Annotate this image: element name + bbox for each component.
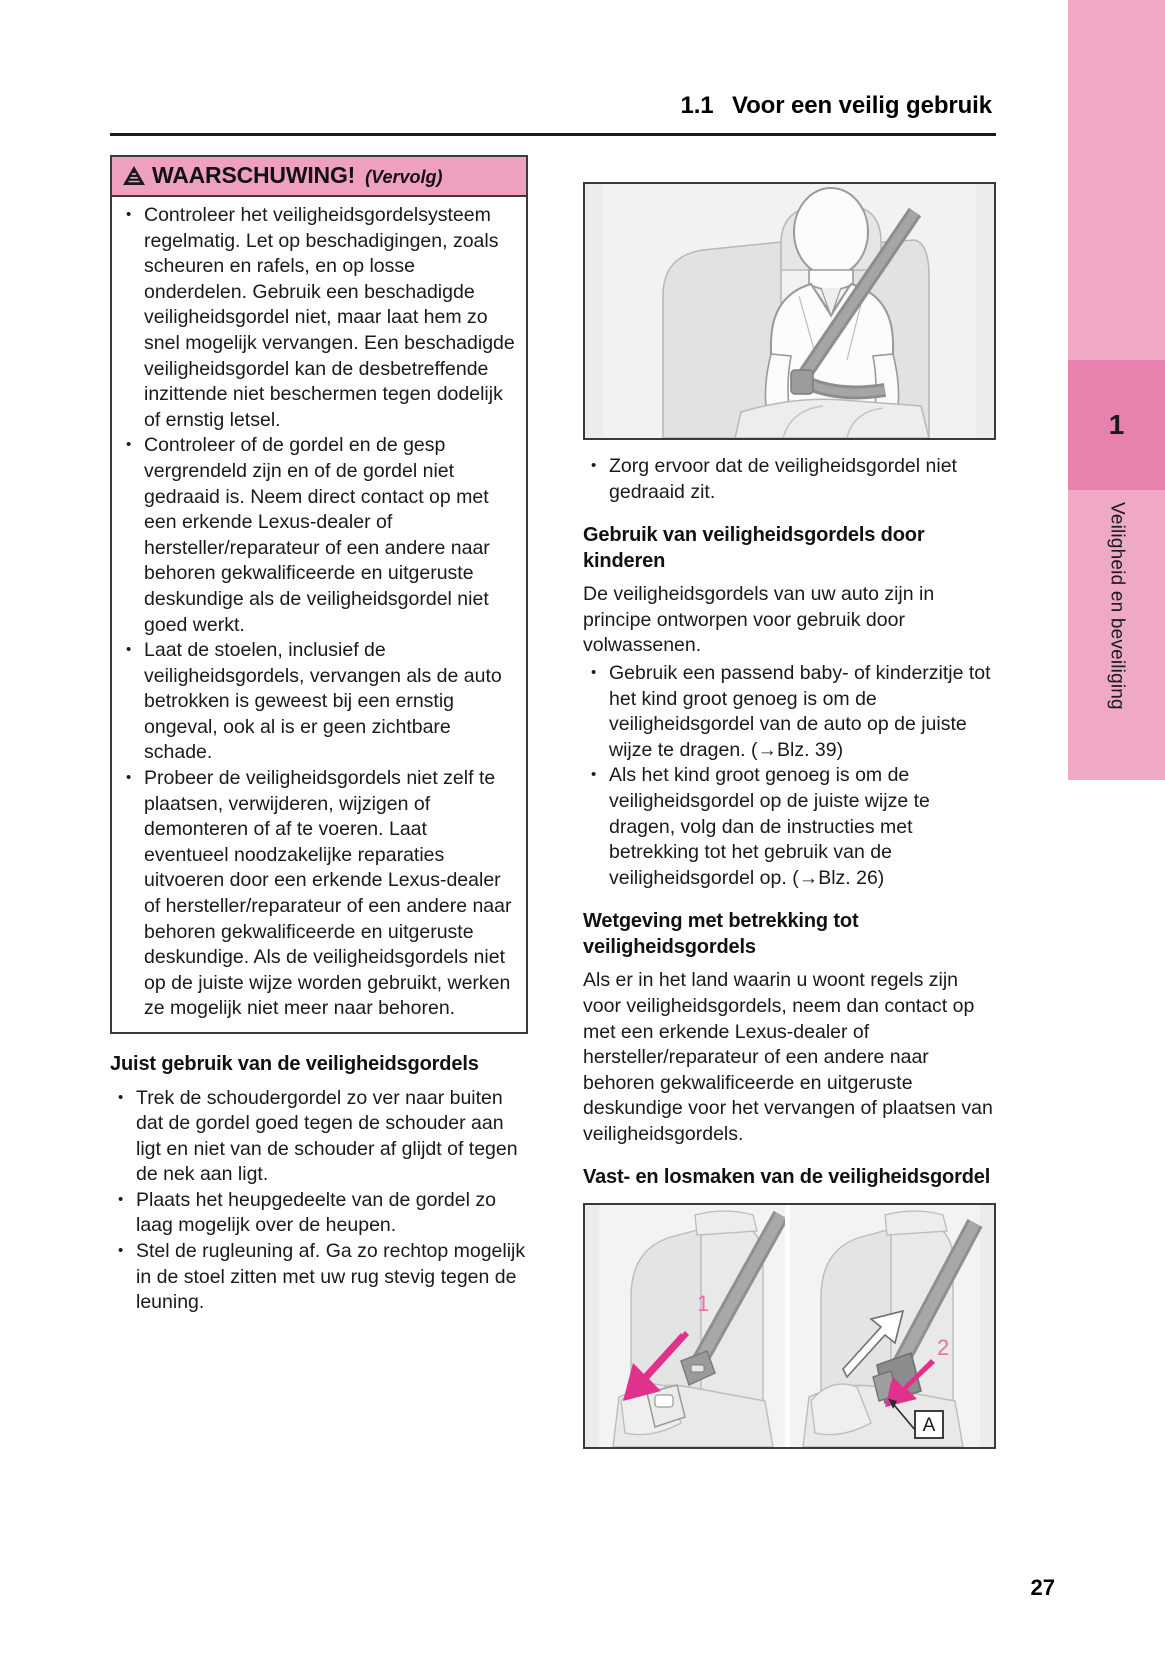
page-number: 27 xyxy=(1030,1575,1055,1600)
chapter-tab-strip xyxy=(1068,0,1165,1653)
list-item: • Trek de schoudergordel zo ver naar buiten dat de gordel goed tegen de schouder aan ligt en niet van de schouder af glijdt of tegen de nek aan ligt. xyxy=(110,1086,528,1188)
page-title: Voor een veilig gebruik xyxy=(732,92,992,119)
callout-a-box xyxy=(915,1411,943,1438)
callout-a: A xyxy=(922,1414,936,1436)
heading-fasten-unfasten: Vast- en losmaken van de veiligheidsgordel xyxy=(583,1166,991,1189)
tab-band-top xyxy=(1068,0,1165,360)
heading-legislation: Wetgeving met betrekking tot veiligheidsgordels xyxy=(583,910,859,958)
right-column xyxy=(583,182,996,1449)
header-divider xyxy=(110,133,996,136)
warning-box-body xyxy=(112,197,526,1032)
callout-1: 1 xyxy=(697,1290,710,1316)
buckle-unbuckle-seatbelt-illustration xyxy=(583,1203,996,1449)
callout-2: 2 xyxy=(937,1334,950,1360)
list-item: • Stel de rugleuning af. Ga zo rechtop mogelijk in de stoel zitten met uw rug stevig tegen de leuning. xyxy=(110,1239,528,1316)
chapter-number: 1 xyxy=(1108,409,1125,440)
not-twisted-bullet-list xyxy=(583,454,996,505)
list-item: • Als het kind groot genoeg is om de veiligheidsgordel op de juiste wijze te dragen, volg dan de instructies met betrekking tot het gebruik van de veiligheidsgordel op. (→Blz. 26) xyxy=(583,763,996,891)
paragraph-legislation: Als er in het land waarin u woont regels zijn voor veiligheidsgordels, neem dan contact op met een erkende Lexus-dealer of hersteller/reparateur of een andere naar behoren gekwalificeerde en uitgeruste deskundige voor het vervangen of plaatsen van veiligheidsgordels. xyxy=(583,969,993,1145)
warning-box-header xyxy=(112,157,526,197)
chapter-label-tab xyxy=(1068,490,1165,780)
warning-bullet-list xyxy=(118,203,516,1022)
heading-correct-use: Juist gebruik van de veiligheidsgordels xyxy=(110,1053,479,1075)
list-item: • Controleer het veiligheidsgordelsysteem regelmatig. Let op beschadigingen, zoals scheuren en rafels, en op losse onderdelen. Gebruik een beschadigde veiligheidsgordel niet, maar laat hem zo snel mogelijk vervangen. Een beschadigde veiligheidsgordel kan de desbetreffende inzittende niet beschermen tegen dodelijk of ernstig letsel. xyxy=(118,203,516,433)
list-item: • Gebruik een passend baby- of kinderzitje tot het kind groot genoeg is om de veiligheidsgordel van de auto op de juiste wijze te dragen. (→Blz. 39) xyxy=(583,661,996,763)
children-bullet-list xyxy=(583,661,996,891)
list-item: • Plaats het heupgedeelte van de gordel zo laag mogelijk over de heupen. xyxy=(110,1188,528,1239)
list-item: • Laat de stoelen, inclusief de veiligheidsgordels, vervangen als de auto betrokken is geweest bij een ernstig ongeval, ook al is er geen zichtbare schade. xyxy=(118,638,516,766)
warning-triangle-icon xyxy=(122,165,146,191)
chapter-label: Veiligheid en beveiliging xyxy=(1106,502,1128,710)
correct-use-bullet-list xyxy=(110,1086,528,1316)
warning-box xyxy=(110,155,528,1034)
seated-occupant-with-seatbelt-illustration xyxy=(583,182,996,440)
list-item: • Probeer de veiligheidsgordels niet zelf te plaatsen, verwijderen, wijzigen of demonteren of af te voeren. Laat eventueel noodzakelijke reparaties uitvoeren door een erkende Lexus-dealer of hersteller/reparateur of een andere naar behoren gekwalificeerde en uitgeruste deskundige. Als de veiligheidsgordels niet op de juiste wijze worden gebruikt, werken ze mogelijk niet meer naar behoren. xyxy=(118,766,516,1022)
warning-continued-label: (Vervolg) xyxy=(365,167,443,187)
heading-children-seatbelt-use: Gebruik van veiligheidsgordels door kinderen xyxy=(583,524,925,572)
chapter-number-tab xyxy=(1068,360,1165,490)
section-number: 1.1 xyxy=(680,92,714,119)
page-header xyxy=(110,92,996,120)
list-item: • Controleer of de gordel en de gesp vergrendeld zijn en of de gordel niet gedraaid is. Neem direct contact op met een erkende Lexus-dealer of hersteller/reparateur of een andere naar behoren gekwalificeerde en uitgeruste deskundige als de veiligheidsgordel niet goed werkt. xyxy=(118,433,516,638)
left-column xyxy=(110,155,528,1316)
list-item: • Zorg ervoor dat de veiligheidsgordel niet gedraaid zit. xyxy=(583,454,996,505)
warning-title: WAARSCHUWING! xyxy=(152,162,356,188)
paragraph-children-seatbelt-use: De veiligheidsgordels van uw auto zijn in principe ontworpen voor gebruik door volwassenen. xyxy=(583,583,935,657)
